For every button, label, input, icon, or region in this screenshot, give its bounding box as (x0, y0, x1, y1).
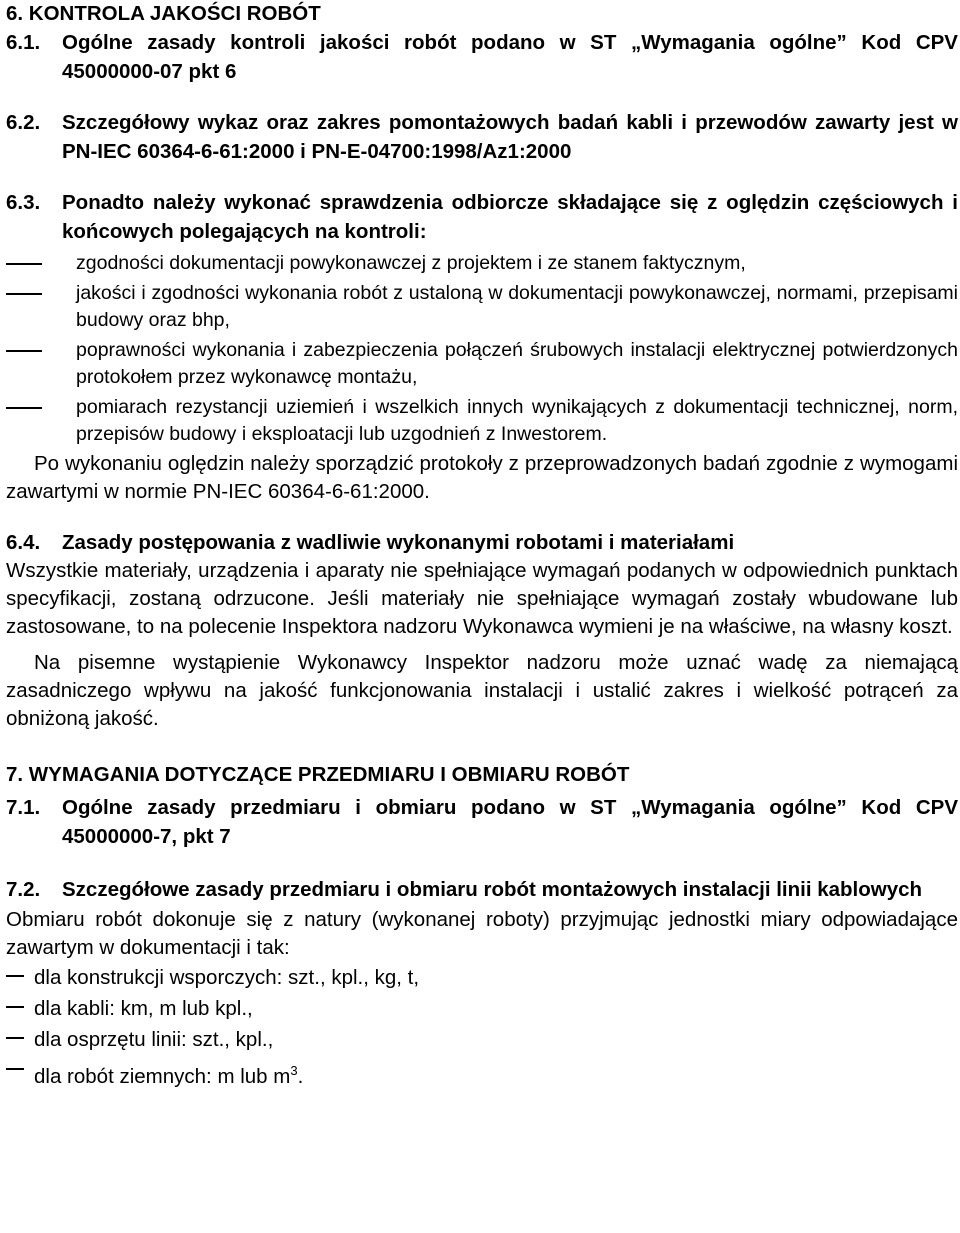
measure-units-list (6, 962, 958, 1092)
section-7-1-text: Ogólne zasady przedmiaru i obmiaru podano w ST „Wymagania ogólne” Kod CPV 45000000-7, pkt 7 (62, 796, 958, 848)
list-item: jakości i zgodności wykonania robót z ustaloną w dokumentacji powykonawczej, normami, przepisami budowy oraz bhp, (6, 280, 958, 334)
section-6-4 (6, 528, 958, 733)
section-6-4-title: Zasady postępowania z wadliwie wykonanymi robotami i materiałami (62, 531, 735, 554)
section-6-2-text: Szczegółowy wykaz oraz zakres pomontażowych badań kabli i przewodów zawarty jest w PN-IEC 60364-6-61:2000 i PN-E-04700:1998/Az1:2000 (62, 111, 958, 163)
section-6-2-number: 6.2. (6, 111, 41, 134)
section-6-4-number: 6.4. (6, 531, 41, 554)
section-6-3-after: Po wykonaniu oględzin należy sporządzić protokoły z przeprowadzonych badań zgodnie z wymogami zawartymi w normie PN-IEC 60364-6-61:2000. (6, 452, 958, 503)
list-item: dla kabli: km, m lub kpl., (6, 993, 958, 1024)
list-item: pomiarach rezystancji uziemień i wszelkich innych wynikających z dokumentacji technicznej, norm, przepisów budowy i eksploatacji lub uzgodnień z Inwestorem. (6, 394, 958, 448)
section-6-3 (6, 188, 958, 506)
section-7-title: 7. WYMAGANIA DOTYCZĄCE PRZEDMIARU I OBMIARU ROBÓT (6, 763, 630, 786)
section-6-4-para-2: Na pisemne wystąpienie Wykonawcy Inspektor nadzoru może uznać wadę za niemającą zasadniczego wpływu na jakość funkcjonowania instalacji i ustalić zakres i wielkość potrąceń za obniżoną jakość. (6, 651, 958, 730)
section-7-1-number: 7.1. (6, 796, 41, 819)
section-7-2 (6, 875, 958, 1092)
section-6-2 (6, 108, 958, 166)
section-6-4-para-1: Wszystkie materiały, urządzenia i aparaty nie spełniające wymagań podanych w odpowiednich punktach specyfikacji, zostaną odrzucone. Jeśli materiały nie spełniające wymagań zostały wbudowane lub zastosowane, to na polecenie Inspektora nadzoru Wykonawca wymieni je na właściwe, na własny koszt. (6, 559, 958, 638)
section-7-2-title: Szczegółowe zasady przedmiaru i obmiaru robót montażowych instalacji linii kablowych (62, 878, 923, 901)
section-6-3-number: 6.3. (6, 191, 41, 214)
list-item: zgodności dokumentacji powykonawczej z projektem i ze stanem faktycznym, (6, 250, 958, 277)
inspection-list (6, 250, 958, 448)
section-6-1-number: 6.1. (6, 31, 41, 54)
document-page (6, 0, 958, 1092)
list-item: poprawności wykonania i zabezpieczenia połączeń śrubowych instalacji elektrycznej potwierdzonych protokołem przez wykonawcę montażu, (6, 337, 958, 391)
section-6-3-text: Ponadto należy wykonać sprawdzenia odbiorcze składające się z oględzin częściowych i końcowych polegających na kontroli: (62, 191, 958, 243)
list-item: dla konstrukcji wsporczych: szt., kpl., kg, t, (6, 962, 958, 993)
section-6-1 (6, 28, 958, 86)
list-item: dla osprzętu linii: szt., kpl., (6, 1024, 958, 1055)
section-7-2-number: 7.2. (6, 878, 41, 901)
section-6-title: 6. KONTROLA JAKOŚCI ROBÓT (6, 2, 321, 25)
section-7-2-para: Obmiaru robót dokonuje się z natury (wykonanej roboty) przyjmując jednostki miary odpowiadające zawartym w dokumentacji i tak: (6, 908, 958, 959)
section-6-1-text: Ogólne zasady kontroli jakości robót podano w ST „Wymagania ogólne” Kod CPV 45000000-07 pkt 6 (62, 31, 958, 83)
section-7-1 (6, 793, 958, 851)
list-item: dla robót ziemnych: m lub $m^3$. (6, 1055, 958, 1092)
